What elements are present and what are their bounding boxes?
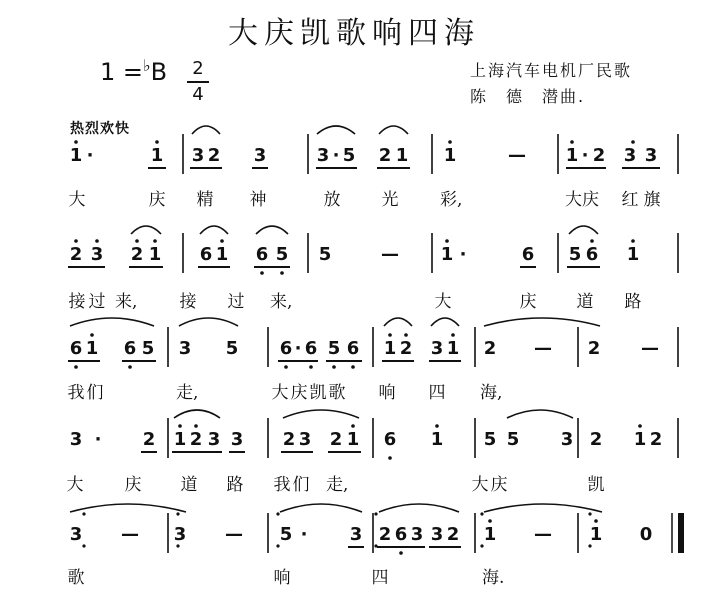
note: 3 <box>623 145 637 166</box>
note: 5 <box>342 145 356 166</box>
lyric-syllable: 大 <box>271 383 289 403</box>
slur-arc <box>379 126 408 134</box>
octave-dot-high <box>155 140 159 144</box>
note: 5 <box>275 244 289 265</box>
note: 3 <box>69 429 83 450</box>
note: 1 <box>626 244 640 265</box>
repeat-dot <box>176 512 179 515</box>
repeat-dot <box>588 512 591 515</box>
octave-dot-high <box>435 424 439 428</box>
note: — <box>508 145 526 166</box>
lyric-syllable: 大 <box>434 292 452 312</box>
note: 2 <box>378 524 392 545</box>
lyric-syllable: 走, <box>326 475 349 495</box>
note: 5 <box>225 338 239 359</box>
lyric-syllable: 大 <box>66 475 84 495</box>
note: 5 <box>483 429 497 450</box>
lyric-syllable: 们 <box>86 383 104 403</box>
time-signature-top: 2 <box>192 58 204 79</box>
note: 6 <box>521 244 535 265</box>
note: 1 <box>173 429 187 450</box>
octave-dot-high <box>74 239 78 243</box>
note: 1 <box>589 524 603 545</box>
note: 6 <box>199 244 213 265</box>
final-barline-thick <box>678 513 684 553</box>
note: — <box>641 338 659 359</box>
octave-dot-high <box>135 239 139 243</box>
note: 1 <box>69 145 83 166</box>
note: 3 <box>430 338 444 359</box>
lyric-syllable: 大 <box>68 190 86 210</box>
lyric-syllable: 大庆 <box>565 190 599 210</box>
credit-source: 上海汽车电机厂民歌 <box>470 61 633 80</box>
lyric-syllable: 庆 <box>490 475 508 495</box>
note: 2 <box>189 429 203 450</box>
note: — <box>534 524 552 545</box>
lyric-syllable: 红 <box>621 190 639 210</box>
note: 5 <box>318 244 332 265</box>
slur-arc <box>280 504 362 512</box>
lyric-syllable: 光 <box>381 190 399 210</box>
note: 3 <box>90 244 104 265</box>
note: — <box>225 524 243 545</box>
lyric-syllable: 海, <box>480 383 503 403</box>
lyric-syllable: 路 <box>226 475 244 495</box>
note: 5 <box>327 338 341 359</box>
octave-dot-high <box>451 333 455 337</box>
note: 1 <box>346 429 360 450</box>
lyric-syllable: 歌 <box>67 568 85 588</box>
octave-dot-low <box>399 551 403 555</box>
lyric-syllable: 道 <box>576 292 594 312</box>
lyric-syllable: 庆 <box>148 190 166 210</box>
octave-dot-high <box>178 424 182 428</box>
note: 1 <box>565 145 579 166</box>
octave-dot-low <box>128 365 132 369</box>
slur-arc <box>70 504 186 512</box>
lyric-syllable: 响 <box>273 568 291 588</box>
slur-arc <box>484 318 600 326</box>
octave-dot-low <box>74 365 78 369</box>
slur-arc <box>179 318 238 326</box>
lyric-syllable: 过 <box>88 292 106 312</box>
lyric-syllable: 来, <box>115 292 138 312</box>
note: 2 <box>329 429 343 450</box>
octave-dot-high <box>90 333 94 337</box>
note: 3 <box>230 429 244 450</box>
lyric-syllable: 彩, <box>440 190 463 210</box>
note: — <box>381 244 399 265</box>
lyric-syllable: 旗 <box>643 190 661 210</box>
note: 1 <box>215 244 229 265</box>
key-prefix: 1 = <box>100 58 144 86</box>
note: 2 <box>446 524 460 545</box>
note: 5 <box>141 338 155 359</box>
note: — <box>534 338 552 359</box>
note: 1 <box>150 145 164 166</box>
lyric-syllable: 接 <box>179 292 197 312</box>
slur-arc <box>256 226 288 234</box>
repeat-dot <box>276 512 279 515</box>
octave-dot-high <box>488 519 492 523</box>
lyric-syllable: 海. <box>482 568 505 588</box>
note: 2 <box>69 244 83 265</box>
credit-arranger: 陈 德 潜曲. <box>470 87 586 106</box>
slur-arc <box>484 504 602 512</box>
note: 3 <box>644 145 658 166</box>
octave-dot-high <box>74 140 78 144</box>
lyric-syllable: 放 <box>323 190 341 210</box>
slur-arc <box>283 410 359 418</box>
octave-dot-low <box>351 365 355 369</box>
note: 6 <box>123 338 137 359</box>
octave-dot-high <box>194 424 198 428</box>
lyric-syllable: 接 <box>68 292 86 312</box>
slur-arc <box>569 226 598 234</box>
lyric-syllable: 精 <box>196 190 214 210</box>
note: · <box>294 338 302 359</box>
octave-dot-high <box>631 239 635 243</box>
lyric-syllable: 路 <box>624 292 642 312</box>
note: 2 <box>589 429 603 450</box>
octave-dot-high <box>448 140 452 144</box>
lyric-syllable: 凯 <box>587 475 605 495</box>
note: 2 <box>587 338 601 359</box>
note: · <box>332 145 340 166</box>
time-signature-bottom: 4 <box>192 84 204 105</box>
note: 3 <box>316 145 330 166</box>
lyric-syllable: 道 <box>180 475 198 495</box>
note: · <box>300 524 308 545</box>
note: 6 <box>383 429 397 450</box>
lyric-syllable: 神 <box>249 190 267 210</box>
note: 1 <box>440 244 454 265</box>
lyric-syllable: 四 <box>371 568 389 588</box>
note: 5 <box>506 429 520 450</box>
slur-arc <box>174 410 220 418</box>
lyric-syllable: 来, <box>270 292 293 312</box>
note: 3 <box>253 145 267 166</box>
repeat-dot <box>82 512 85 515</box>
note: 2 <box>592 145 606 166</box>
slur-arc <box>379 504 459 512</box>
note: 1 <box>383 338 397 359</box>
slur-arc <box>70 318 154 326</box>
note: 2 <box>483 338 497 359</box>
note: 2 <box>130 244 144 265</box>
key-note: B <box>150 58 168 86</box>
note: 2 <box>207 145 221 166</box>
note: 1 <box>446 338 460 359</box>
octave-dot-high <box>590 239 594 243</box>
note: 3 <box>298 429 312 450</box>
note: 2 <box>142 429 156 450</box>
lyric-syllable: 我 <box>273 475 291 495</box>
note: 0 <box>639 524 653 545</box>
octave-dot-high <box>95 239 99 243</box>
note: 1 <box>85 338 99 359</box>
slur-arc <box>317 126 355 134</box>
note: 6 <box>304 338 318 359</box>
lyric-syllable: 庆 <box>290 383 308 403</box>
octave-dot-high <box>631 140 635 144</box>
lyric-syllable: 庆 <box>124 475 142 495</box>
note: · <box>459 244 467 265</box>
octave-dot-low <box>309 365 313 369</box>
flat-icon: ♭ <box>143 56 151 75</box>
note: 3 <box>430 524 444 545</box>
lyric-syllable: 响 <box>378 383 396 403</box>
note: — <box>121 524 139 545</box>
lyric-syllable: 歌 <box>328 383 346 403</box>
note: 6 <box>69 338 83 359</box>
lyric-syllable: 走, <box>176 383 199 403</box>
note: 6 <box>255 244 269 265</box>
octave-dot-low <box>284 365 288 369</box>
note: 3 <box>207 429 221 450</box>
octave-dot-high <box>638 424 642 428</box>
song-title: 大庆凯歌响四海 <box>228 16 480 51</box>
note: 3 <box>173 524 187 545</box>
lyric-syllable: 大 <box>471 475 489 495</box>
note: 6 <box>394 524 408 545</box>
note: 1 <box>430 429 444 450</box>
note: 3 <box>178 338 192 359</box>
octave-dot-low <box>332 365 336 369</box>
octave-dot-high <box>594 519 598 523</box>
note: 2 <box>282 429 296 450</box>
lyric-syllable: 过 <box>227 292 245 312</box>
lyric-syllable: 四 <box>428 383 446 403</box>
note: 6 <box>585 244 599 265</box>
lyric-syllable: 庆 <box>519 292 537 312</box>
repeat-dot <box>374 512 377 515</box>
tempo-marking: 热烈欢快 <box>70 121 130 137</box>
note: 1 <box>633 429 647 450</box>
lyric-syllable: 我 <box>67 383 85 403</box>
slur-arc <box>192 126 220 134</box>
slur-arc <box>200 226 228 234</box>
octave-dot-high <box>220 239 224 243</box>
octave-dot-low <box>260 271 264 275</box>
note: 5 <box>568 244 582 265</box>
octave-dot-high <box>153 239 157 243</box>
lyric-syllable: 们 <box>292 475 310 495</box>
note: 1 <box>148 244 162 265</box>
octave-dot-high <box>570 140 574 144</box>
note: 3 <box>410 524 424 545</box>
note: 5 <box>279 524 293 545</box>
slur-arc <box>507 410 573 418</box>
octave-dot-low <box>280 271 284 275</box>
octave-dot-low <box>388 456 392 460</box>
note: 3 <box>191 145 205 166</box>
note: 3 <box>69 524 83 545</box>
note: 6 <box>346 338 360 359</box>
note: 6 <box>279 338 293 359</box>
note: · <box>94 429 102 450</box>
slur-arc <box>384 318 412 326</box>
note: 1 <box>395 145 409 166</box>
note: 2 <box>378 145 392 166</box>
repeat-dot <box>480 512 483 515</box>
note: 2 <box>399 338 413 359</box>
note: 1 <box>443 145 457 166</box>
octave-dot-high <box>388 333 392 337</box>
note: · <box>86 145 94 166</box>
note: 3 <box>349 524 363 545</box>
slur-arc <box>131 226 161 234</box>
octave-dot-high <box>445 239 449 243</box>
note: 1 <box>483 524 497 545</box>
note: 2 <box>649 429 663 450</box>
slur-arc <box>431 318 459 326</box>
octave-dot-high <box>351 424 355 428</box>
octave-dot-high <box>404 333 408 337</box>
note: · <box>581 145 589 166</box>
lyric-syllable: 凯 <box>309 383 327 403</box>
note: 3 <box>560 429 574 450</box>
